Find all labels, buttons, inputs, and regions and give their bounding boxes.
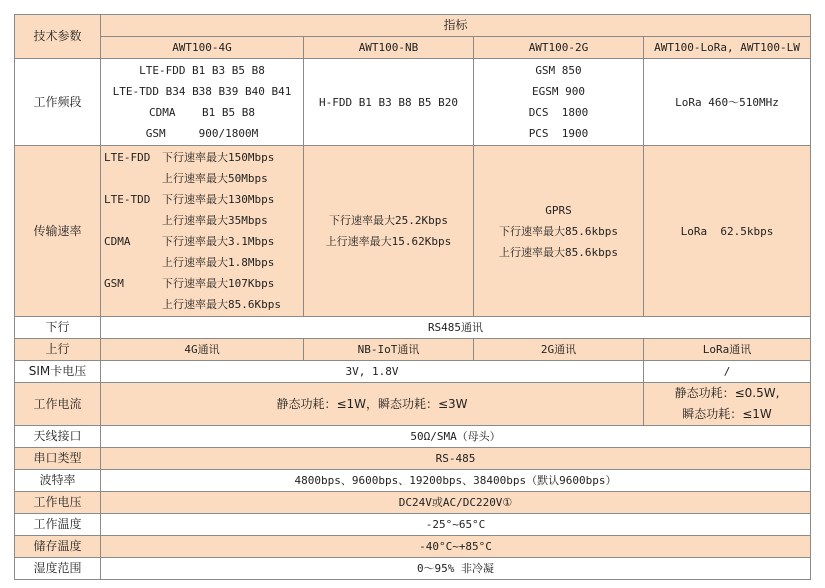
band-nb: H-FDD B1 B3 B8 B5 B20 <box>304 59 474 146</box>
band-2g-line: PCS 1900 <box>528 127 589 140</box>
indicator-header: 指标 <box>101 15 811 37</box>
downlink-value: RS485通讯 <box>101 317 811 339</box>
model-4g: AWT100-4G <box>101 37 304 59</box>
rate-4g-text: 上行速率最大35Mbps <box>162 214 268 227</box>
uplink-nb: NB-IoT通讯 <box>304 339 474 361</box>
rate-4g-network: LTE-TDD <box>104 193 151 206</box>
band-2g-line: GSM 850 <box>535 64 582 77</box>
baud-value: 4800bps、9600bps、19200bps、38400bps（默认9600bps） <box>101 470 811 492</box>
current-lora-line: 静态功耗：≤0.5W, <box>674 386 780 400</box>
voltage-row <box>15 492 811 514</box>
serial-row <box>15 448 811 470</box>
serial-value: RS-485 <box>101 448 811 470</box>
rate-nb-line: 下行速率最大25.2Kbps <box>329 214 448 227</box>
rate-4g <box>101 146 304 317</box>
baud-label: 波特率 <box>15 470 101 492</box>
current-lora <box>644 383 811 426</box>
sim-row <box>15 361 811 383</box>
voltage-label: 工作电压 <box>15 492 101 514</box>
current-lora-line: 瞬态功耗：≤1W <box>682 407 772 421</box>
band-2g-line: DCS 1800 <box>528 106 589 119</box>
storage-temp-row <box>15 536 811 558</box>
current-row <box>15 383 811 426</box>
storage-temp-value: -40°C~+85°C <box>101 536 811 558</box>
rate-2g-line: 下行速率最大85.6kbps <box>499 224 618 238</box>
downlink-row <box>15 317 811 339</box>
band-4g-line: CDMA B1 B5 B8 <box>149 106 255 119</box>
model-2g: AWT100-2G <box>474 37 644 59</box>
rate-nb <box>304 146 474 317</box>
model-nb: AWT100-NB <box>304 37 474 59</box>
current-label: 工作电流 <box>15 383 101 426</box>
rate-4g-network: GSM <box>104 277 124 290</box>
model-row <box>15 37 811 59</box>
spec-table <box>14 14 811 580</box>
band-4g-line: LTE-FDD B1 B3 B5 B8 <box>139 64 265 77</box>
uplink-4g: 4G通讯 <box>101 339 304 361</box>
rate-row <box>15 146 811 317</box>
sim-label: SIM卡电压 <box>15 361 101 383</box>
param-header: 技术参数 <box>15 15 101 59</box>
rate-2g <box>474 146 644 317</box>
rate-4g-network: LTE-FDD <box>104 151 151 164</box>
sim-value: 3V, 1.8V <box>101 361 644 383</box>
rate-label: 传输速率 <box>15 146 101 317</box>
work-temp-value: -25°~65°C <box>101 514 811 536</box>
uplink-row <box>15 339 811 361</box>
band-row <box>15 59 811 146</box>
rate-2g-line: 上行速率最大85.6kbps <box>499 245 618 259</box>
rate-4g-network <box>104 210 162 231</box>
model-lora: AWT100-LoRa, AWT100-LW <box>644 37 811 59</box>
antenna-row <box>15 426 811 448</box>
humidity-value: 0～95% 非冷凝 <box>101 558 811 580</box>
band-label: 工作频段 <box>15 59 101 146</box>
serial-label: 串口类型 <box>15 448 101 470</box>
work-temp-label: 工作温度 <box>15 514 101 536</box>
baud-row <box>15 470 811 492</box>
voltage-value: DC24V或AC/DC220V① <box>101 492 811 514</box>
current-value: 静态功耗：≤1W，瞬态功耗：≤3W <box>101 383 644 426</box>
downlink-label: 下行 <box>15 317 101 339</box>
rate-4g-network <box>104 252 162 273</box>
rate-4g-network <box>104 168 162 189</box>
rate-4g-text: 下行速率最大150Mbps <box>162 151 275 164</box>
uplink-2g: 2G通讯 <box>474 339 644 361</box>
uplink-lora: LoRa通讯 <box>644 339 811 361</box>
humidity-row <box>15 558 811 580</box>
rate-4g-text: 下行速率最大107Kbps <box>162 277 275 290</box>
rate-2g-line: GPRS <box>545 203 572 217</box>
band-2g <box>474 59 644 146</box>
work-temp-row <box>15 514 811 536</box>
rate-4g-network: CDMA <box>104 235 131 248</box>
rate-4g-text: 上行速率最大85.6Kbps <box>162 298 281 311</box>
band-4g <box>101 59 304 146</box>
rate-4g-network <box>104 294 162 315</box>
rate-4g-text: 上行速率最大50Mbps <box>162 172 268 185</box>
rate-4g-text: 下行速率最大3.1Mbps <box>162 235 275 248</box>
antenna-value: 50Ω/SMA（母头） <box>101 426 811 448</box>
rate-4g-text: 下行速率最大130Mbps <box>162 193 275 206</box>
humidity-label: 湿度范围 <box>15 558 101 580</box>
uplink-label: 上行 <box>15 339 101 361</box>
band-4g-line: GSM 900/1800M <box>145 127 259 140</box>
band-lora: LoRa 460～510MHz <box>644 59 811 146</box>
storage-temp-label: 储存温度 <box>15 536 101 558</box>
sim-lora: / <box>644 361 811 383</box>
rate-nb-line: 上行速率最大15.62Kbps <box>325 235 452 248</box>
band-2g-line: EGSM 900 <box>532 85 585 98</box>
rate-lora: LoRa 62.5kbps <box>644 146 811 317</box>
rate-4g-text: 上行速率最大1.8Mbps <box>162 256 275 269</box>
antenna-label: 天线接口 <box>15 426 101 448</box>
band-4g-line: LTE-TDD B34 B38 B39 B40 B41 <box>112 85 292 98</box>
